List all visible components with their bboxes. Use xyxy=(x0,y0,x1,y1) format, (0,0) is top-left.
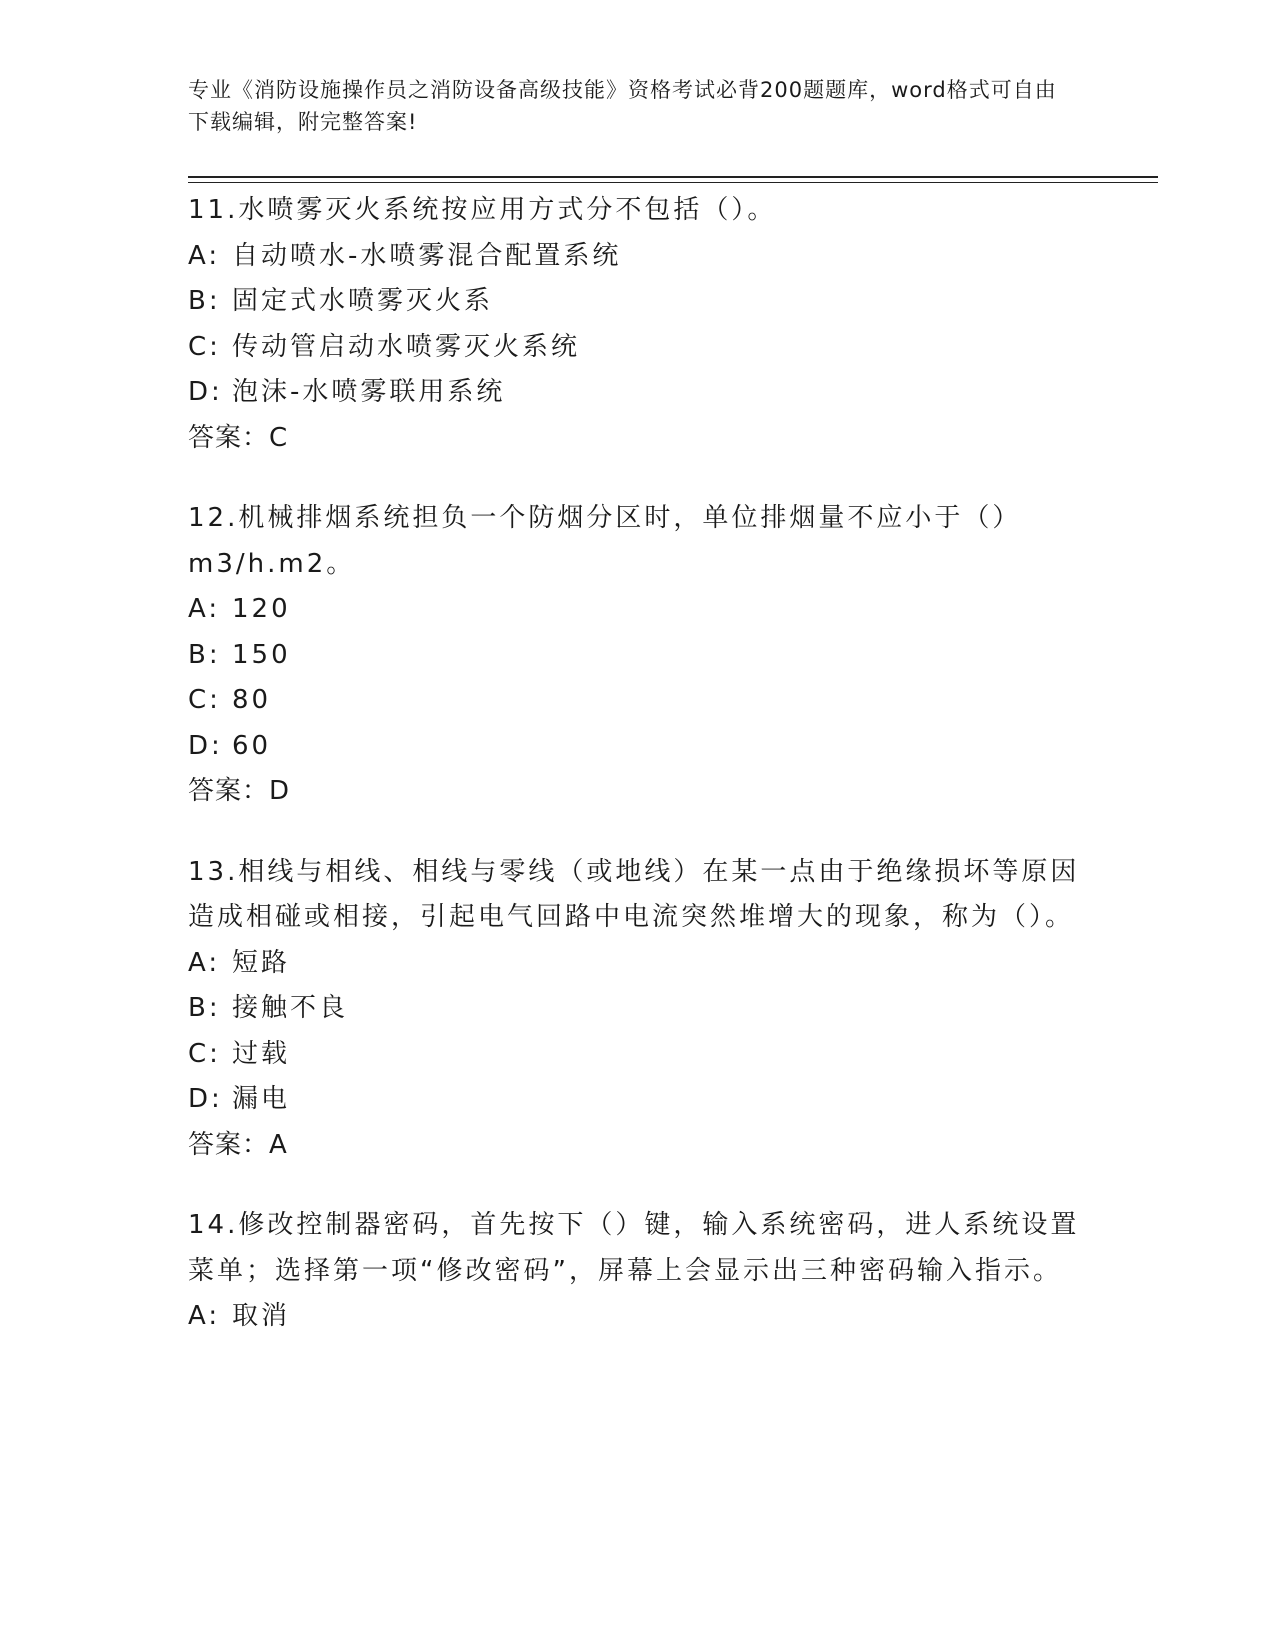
question-11 xyxy=(188,188,1088,461)
question-stem: 13.相线与相线、相线与零线（或地线）在某一点由于绝缘损坏等原因造成相碰或相接，引起电气回路中电流突然堆增大的现象，称为（）。 xyxy=(188,856,1080,932)
answer-line: 答案：A xyxy=(188,1129,288,1160)
option-text: 传动管启动水喷雾灭火系统 xyxy=(232,331,581,362)
header-divider-thin xyxy=(188,182,1158,183)
option-text: 60 xyxy=(232,730,272,761)
option-letter: A: xyxy=(188,1301,221,1331)
option-text: 漏电 xyxy=(232,1084,291,1114)
header-text: 专业《消防设施操作员之消防设备高级技能》资格考试必背200题题库，word格式可自由下载编辑，附完整答案! xyxy=(188,78,1057,134)
option-text: 接触不良 xyxy=(232,993,349,1023)
option-text: 过载 xyxy=(232,1038,291,1069)
question-stem: 14.修改控制器密码，首先按下（）键，输入系统密码，进人系统设置菜单；选择第一项“修改密码”，屏幕上会显示出三种密码输入指示。 xyxy=(188,1210,1080,1286)
option-c xyxy=(188,325,1088,371)
option-text: 自动喷水-水喷雾混合配置系统 xyxy=(232,240,622,271)
option-b xyxy=(188,633,1088,679)
option-letter: A: xyxy=(188,594,221,624)
option-letter: B: xyxy=(188,639,221,670)
option-letter: A: xyxy=(188,240,221,271)
option-c xyxy=(188,678,1088,724)
option-text: 取消 xyxy=(232,1301,291,1331)
answer-line: 答案：C xyxy=(188,422,289,453)
option-b xyxy=(188,279,1088,325)
question-13 xyxy=(188,850,1088,1169)
option-letter: D: xyxy=(188,730,223,761)
option-text: 固定式水喷雾灭火系 xyxy=(232,286,494,316)
header-divider-thick xyxy=(188,176,1158,178)
option-d xyxy=(188,1077,1088,1123)
option-letter: A: xyxy=(188,947,221,978)
option-a xyxy=(188,1294,1088,1340)
option-a xyxy=(188,941,1088,987)
option-text: 短路 xyxy=(232,947,291,978)
option-text: 泡沫-水喷雾联用系统 xyxy=(232,377,506,407)
option-letter: B: xyxy=(188,286,221,316)
question-list xyxy=(188,188,1088,1375)
option-text: 150 xyxy=(232,639,291,670)
question-stem: 11.水喷雾灭火系统按应用方式分不包括（）。 xyxy=(188,195,777,225)
answer-line: 答案：D xyxy=(188,776,291,806)
option-text: 120 xyxy=(232,594,291,624)
question-14 xyxy=(188,1203,1088,1340)
option-a xyxy=(188,587,1088,633)
option-d xyxy=(188,370,1088,416)
option-letter: C: xyxy=(188,685,221,715)
question-12 xyxy=(188,496,1088,815)
option-letter: D: xyxy=(188,377,223,407)
option-letter: C: xyxy=(188,331,221,362)
option-d xyxy=(188,724,1088,770)
option-a xyxy=(188,234,1088,280)
option-c xyxy=(188,1032,1088,1078)
option-text: 80 xyxy=(232,685,272,715)
question-stem: 12.机械排烟系统担负一个防烟分区时，单位排烟量不应小于（）m3/h.m2。 xyxy=(188,503,1022,579)
option-letter: C: xyxy=(188,1038,221,1069)
option-letter: B: xyxy=(188,993,221,1023)
option-b xyxy=(188,986,1088,1032)
document-header xyxy=(188,74,1068,138)
option-letter: D: xyxy=(188,1084,223,1114)
